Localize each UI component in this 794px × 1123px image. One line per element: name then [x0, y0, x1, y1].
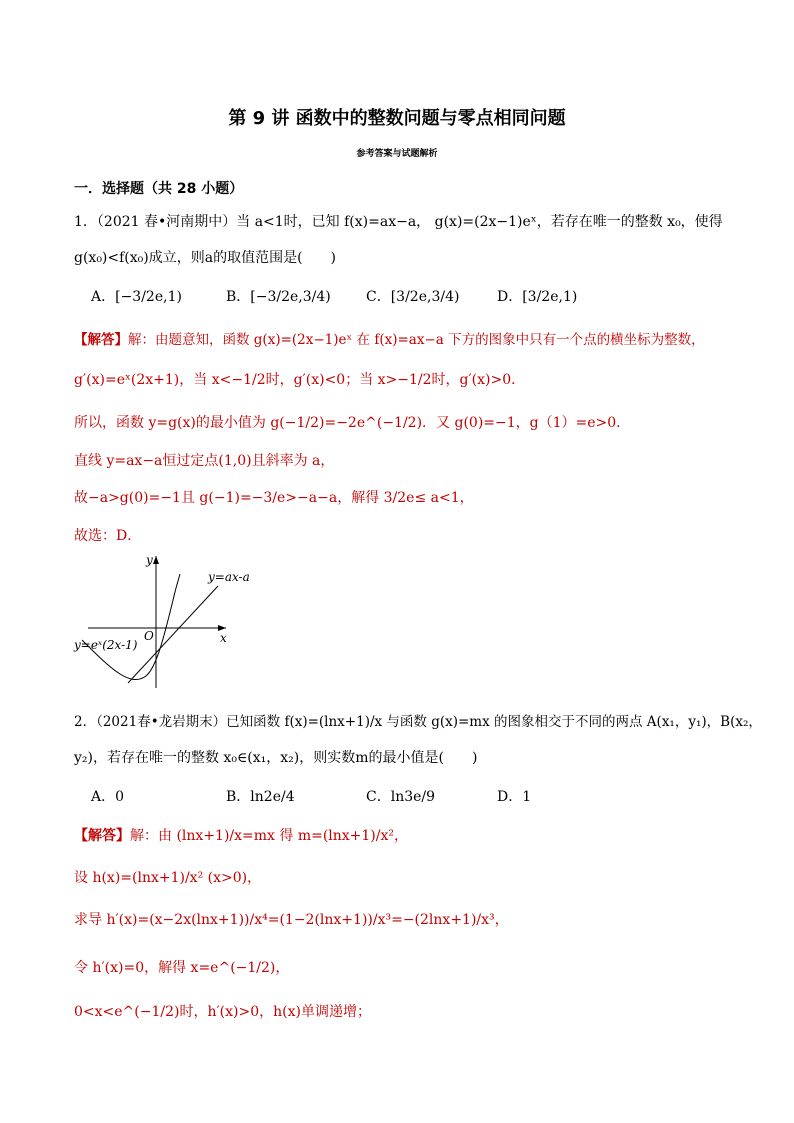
q2-answer-tag: 【解答】 — [74, 828, 130, 844]
q2-solution-line-5: 0<x<e^(−1/2)时，h′(x)>0，h(x)单调递增； — [74, 1004, 371, 1020]
q2-solution-line-1 — [74, 826, 408, 846]
q1-option-b: B．[−3/2e,3/4) — [226, 289, 331, 305]
q2-solution-line-2: 设 h(x)=(lnx+1)/x² (x>0)， — [74, 870, 262, 886]
q1-option-a: A．[−3/2e,1) — [91, 289, 182, 305]
q1-solution-line-6: 故选：D． — [74, 528, 142, 544]
page-subtitle: 参考答案与试题解析 — [356, 149, 438, 159]
q2-solution-line-4: 令 h′(x)=0，解得 x=e^(−1/2)， — [74, 960, 290, 976]
q1-option-d: D．[3/2e,1) — [497, 289, 578, 305]
q2-option-d: D．1 — [497, 789, 532, 805]
line-label: y=ax-a — [208, 570, 250, 584]
page-title: 第 9 讲 函数中的整数问题与零点相同问题 — [228, 108, 566, 129]
curve-g — [82, 574, 180, 680]
x-axis-label: x — [220, 631, 227, 645]
q1-stem-line-2: g(x₀)<f(x₀)成立，则a的取值范围是( ) — [74, 250, 337, 266]
q2-stem-line-2: y₂)，若存在唯一的整数 x₀∈(x₁，x₂)，则实数m的最小值是( ) — [74, 750, 478, 766]
q1-solution-line-5: 故−a>g(0)=−1且 g(−1)=−3/e>−a−a，解得 3/2e≤ a<1， — [74, 490, 474, 506]
q1-option-c: C．[3/2e,3/4) — [366, 289, 460, 305]
q2-option-b: B．ln2e/4 — [226, 789, 295, 805]
y-axis-arrow-icon — [153, 556, 159, 564]
section-heading: 一．选择题（共 28 小题） — [74, 181, 244, 197]
q2-solution-text-1: 解：由 (lnx+1)/x=mx 得 m=(lnx+1)/x²， — [130, 828, 408, 844]
q1-graph-figure — [70, 548, 260, 698]
q2-stem-line-1: 2．（2021春•龙岩期末）已知函数 f(x)=(lnx+1)/x 与函数 g(x)=mx 的图象相交于不同的两点 A(x₁，y₁)，B(x₂， — [74, 714, 762, 730]
q1-solution-line-2: g′(x)=eˣ(2x+1)，当 x<−1/2时，g′(x)<0；当 x>−1/2时，g′(x)>0． — [74, 372, 526, 388]
y-axis-label: y — [146, 553, 153, 567]
q1-solution-line-4: 直线 y=ax−a恒过定点(1,0)且斜率为 a， — [74, 453, 335, 469]
q2-option-c: C．ln3e/9 — [366, 789, 436, 805]
origin-label: O — [144, 629, 154, 643]
q1-solution-line-3: 所以，函数 y=g(x)的最小值为 g(−1/2)=−2e^(−1/2)．又 g(0)=−1，g（1）=e>0． — [74, 415, 631, 431]
q1-solution-text-1: 解：由题意知，函数 g(x)=(2x−1)eˣ 在 f(x)=ax−a 下方的图象中只有一个点的横坐标为整数， — [128, 332, 705, 348]
q2-solution-line-3: 求导 h′(x)=(x−2x(lnx+1))/x⁴=(1−2(lnx+1))/x³=−(2lnx+1)/x³， — [74, 912, 509, 928]
q1-answer-tag: 【解答】 — [74, 332, 128, 348]
q1-stem-line-1: 1．（2021 春•河南期中）当 a<1时，已知 f(x)=ax−a， g(x)=(2x−1)eˣ，若存在唯一的整数 x₀，使得 — [74, 214, 723, 230]
q1-solution-line-1 — [74, 330, 705, 350]
curve-label: y=eˣ(2x-1) — [74, 638, 138, 652]
q2-option-a: A．0 — [91, 789, 125, 805]
